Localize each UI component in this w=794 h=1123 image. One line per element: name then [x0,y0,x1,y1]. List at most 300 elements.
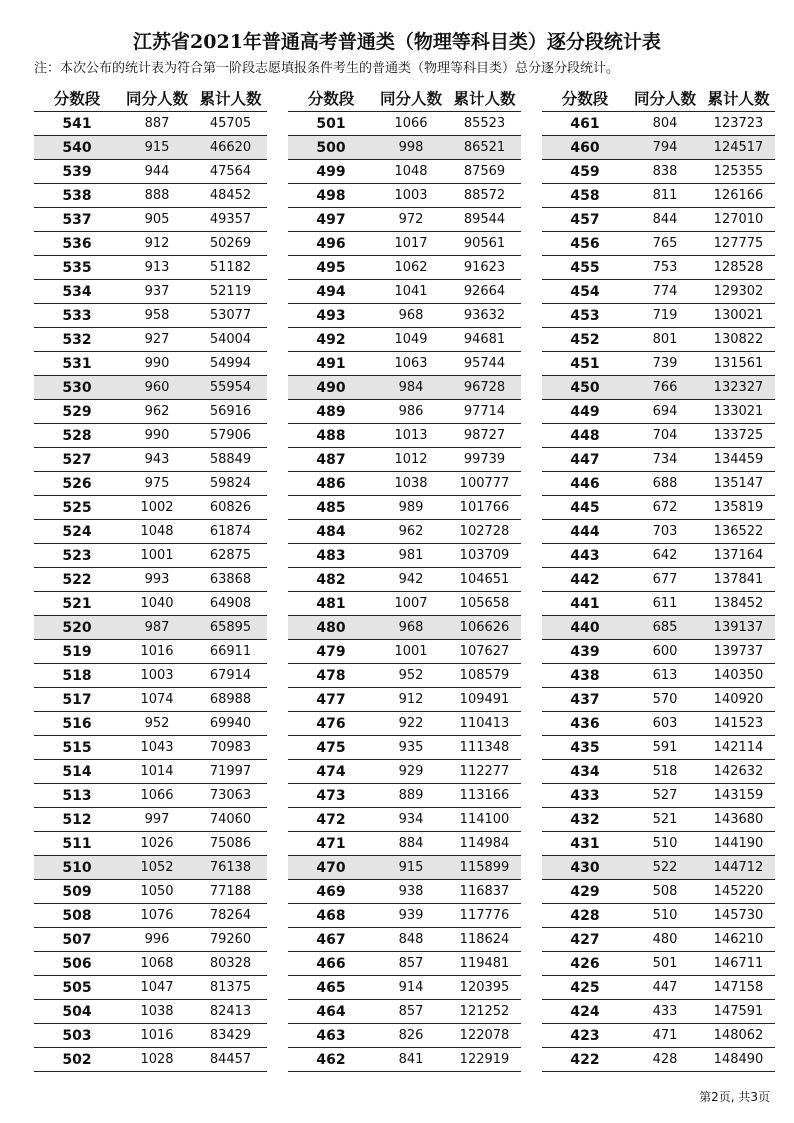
cumulative-cell: 148490 [713,1052,764,1067]
score-cell: 462 [316,1051,346,1068]
score-cell: 522 [62,571,92,588]
same-count-cell: 888 [144,188,170,203]
score-cell: 444 [570,523,600,540]
score-cell: 493 [316,307,346,324]
table-row [288,663,521,687]
same-count-cell: 841 [398,1052,424,1067]
score-cell: 495 [316,259,346,276]
cumulative-cell: 143159 [713,788,764,803]
table-row [34,135,267,159]
table-row [542,447,775,471]
score-cell: 460 [570,139,600,156]
cumulative-cell: 60826 [209,500,252,515]
cumulative-cell: 130822 [713,332,764,347]
cumulative-cell: 79260 [209,932,252,947]
same-count-cell: 990 [144,356,170,371]
table-row [288,159,521,183]
same-count-cell: 600 [652,644,678,659]
table-row [34,783,267,807]
score-cell: 507 [62,931,92,948]
score-cell: 450 [570,379,600,396]
table-row [288,1023,521,1047]
cumulative-cell: 84457 [209,1052,252,1067]
table-row [542,567,775,591]
cumulative-cell: 122919 [459,1052,510,1067]
same-count-cell: 1002 [140,500,174,515]
table-row [34,855,267,879]
cumulative-cell: 100777 [459,476,510,491]
same-count-cell: 1028 [140,1052,174,1067]
cumulative-cell: 54994 [209,356,252,371]
same-count-cell: 677 [652,572,678,587]
table-row [542,183,775,207]
score-cell: 534 [62,283,92,300]
cumulative-cell: 140920 [713,692,764,707]
header-same-count: 同分人数 [125,90,188,108]
score-cell: 510 [62,859,92,876]
score-cell: 481 [316,595,346,612]
same-count-cell: 570 [652,692,678,707]
score-cell: 521 [62,595,92,612]
cumulative-cell: 139137 [713,620,764,635]
cumulative-cell: 119481 [459,956,510,971]
score-cell: 429 [570,883,600,900]
score-cell: 500 [316,139,346,156]
cumulative-cell: 59824 [209,476,252,491]
score-cell: 459 [570,163,600,180]
table-row [542,927,775,951]
cumulative-cell: 58849 [209,452,252,467]
table-note: 注：本次公布的统计表为符合第一阶段志愿填报条件考生的普通类（物理等科目类）总分逐分段统计。 [34,61,620,76]
same-count-cell: 518 [652,764,678,779]
cumulative-cell: 95744 [463,356,506,371]
table-row [34,975,267,999]
table-row [288,1047,521,1071]
cumulative-cell: 133725 [713,428,764,443]
cumulative-cell: 102728 [459,524,510,539]
score-cell: 503 [62,1027,92,1044]
score-cell: 447 [570,451,600,468]
score-cell: 436 [570,715,600,732]
table-row [288,975,521,999]
score-cell: 428 [570,907,600,924]
score-cell: 533 [62,307,92,324]
score-cell: 484 [316,523,346,540]
same-count-cell: 838 [652,164,678,179]
score-cell: 478 [316,667,346,684]
cumulative-cell: 111348 [459,740,510,755]
score-cell: 541 [62,115,92,132]
table-row [288,471,521,495]
cumulative-cell: 141523 [713,716,764,731]
same-count-cell: 801 [652,332,678,347]
table-row [34,639,267,663]
cumulative-cell: 137164 [713,548,764,563]
cumulative-cell: 85523 [463,116,506,131]
same-count-cell: 1074 [140,692,174,707]
cumulative-cell: 138452 [713,596,764,611]
score-cell: 475 [316,739,346,756]
same-count-cell: 935 [398,740,424,755]
same-count-cell: 952 [398,668,424,683]
score-cell: 453 [570,307,600,324]
same-count-cell: 522 [652,860,678,875]
table-row [542,207,775,231]
table-row [542,687,775,711]
table-row [542,663,775,687]
same-count-cell: 1048 [394,164,428,179]
same-count-cell: 887 [144,116,170,131]
cumulative-cell: 142114 [713,740,764,755]
table-row [34,303,267,327]
score-cell: 439 [570,643,600,660]
table-row [542,279,775,303]
same-count-cell: 914 [398,980,424,995]
same-count-cell: 480 [652,932,678,947]
cumulative-cell: 52119 [209,284,252,299]
score-cell: 504 [62,1003,92,1020]
score-cell: 514 [62,763,92,780]
cumulative-cell: 135819 [713,500,764,515]
table-row [542,111,775,135]
same-count-cell: 672 [652,500,678,515]
cumulative-cell: 88572 [463,188,506,203]
table-row [34,207,267,231]
cumulative-cell: 105658 [459,596,510,611]
same-count-cell: 1052 [140,860,174,875]
table-row [542,231,775,255]
same-count-cell: 952 [144,716,170,731]
table-row [34,183,267,207]
same-count-cell: 915 [144,140,170,155]
same-count-cell: 939 [398,908,424,923]
same-count-cell: 591 [652,740,678,755]
same-count-cell: 1048 [140,524,174,539]
table-row [288,903,521,927]
same-count-cell: 704 [652,428,678,443]
score-table-column-1 [34,85,267,1072]
same-count-cell: 1016 [140,644,174,659]
table-row [34,111,267,135]
table-row [34,471,267,495]
same-count-cell: 642 [652,548,678,563]
cumulative-cell: 63868 [209,572,252,587]
score-cell: 431 [570,835,600,852]
score-cell: 463 [316,1027,346,1044]
score-cell: 540 [62,139,92,156]
table-row [542,471,775,495]
score-cell: 473 [316,787,346,804]
score-cell: 474 [316,763,346,780]
table-row [34,567,267,591]
table-row [34,399,267,423]
table-row [34,159,267,183]
table-row [542,759,775,783]
score-cell: 527 [62,451,92,468]
cumulative-cell: 120395 [459,980,510,995]
same-count-cell: 766 [652,380,678,395]
table-row [34,423,267,447]
score-cell: 492 [316,331,346,348]
cumulative-cell: 108579 [459,668,510,683]
same-count-cell: 1001 [394,644,428,659]
same-count-cell: 1040 [140,596,174,611]
cumulative-cell: 47564 [209,164,252,179]
cumulative-cell: 114984 [459,836,510,851]
same-count-cell: 912 [144,236,170,251]
cumulative-cell: 127010 [713,212,764,227]
cumulative-cell: 92664 [463,284,506,299]
header-score: 分数段 [307,90,355,108]
score-cell: 531 [62,355,92,372]
table-row [288,351,521,375]
same-count-cell: 848 [398,932,424,947]
score-cell: 537 [62,211,92,228]
same-count-cell: 884 [398,836,424,851]
score-cell: 434 [570,763,600,780]
table-row [34,759,267,783]
same-count-cell: 1007 [394,596,428,611]
same-count-cell: 765 [652,236,678,251]
same-count-cell: 739 [652,356,678,371]
table-row [34,279,267,303]
table-row [288,519,521,543]
same-count-cell: 1038 [140,1004,174,1019]
same-count-cell: 929 [398,764,424,779]
cumulative-cell: 71997 [209,764,252,779]
cumulative-cell: 73063 [209,788,252,803]
table-row [288,831,521,855]
cumulative-cell: 97714 [463,404,506,419]
header-score: 分数段 [53,90,101,108]
table-row [288,423,521,447]
score-cell: 471 [316,835,346,852]
score-cell: 505 [62,979,92,996]
table-row [542,975,775,999]
score-cell: 433 [570,787,600,804]
same-count-cell: 1068 [140,956,174,971]
score-cell: 489 [316,403,346,420]
same-count-cell: 1066 [394,116,428,131]
cumulative-cell: 74060 [209,812,252,827]
cumulative-cell: 137841 [713,572,764,587]
score-cell: 515 [62,739,92,756]
same-count-cell: 510 [652,908,678,923]
table-header [288,85,521,111]
table-row [34,711,267,735]
header-same-count: 同分人数 [379,90,442,108]
table-row [288,567,521,591]
table-row [288,111,521,135]
same-count-cell: 510 [652,836,678,851]
same-count-cell: 927 [144,332,170,347]
cumulative-cell: 109491 [459,692,510,707]
same-count-cell: 996 [144,932,170,947]
cumulative-cell: 146210 [713,932,764,947]
table-row [34,927,267,951]
score-cell: 518 [62,667,92,684]
table-row [288,399,521,423]
cumulative-cell: 116837 [459,884,510,899]
score-cell: 532 [62,331,92,348]
cumulative-cell: 146711 [713,956,764,971]
score-cell: 480 [316,619,346,636]
table-row [34,663,267,687]
same-count-cell: 968 [398,308,424,323]
table-row [34,1023,267,1047]
score-table-column-3 [542,85,775,1072]
cumulative-cell: 61874 [209,524,252,539]
cumulative-cell: 144712 [713,860,764,875]
cumulative-cell: 94681 [463,332,506,347]
cumulative-cell: 86521 [463,140,506,155]
same-count-cell: 1066 [140,788,174,803]
page-number: 第2页, 共3页 [699,1090,770,1104]
score-cell: 466 [316,955,346,972]
table-row [542,639,775,663]
cumulative-cell: 117776 [459,908,510,923]
table-row [542,495,775,519]
cumulative-cell: 55954 [209,380,252,395]
score-cell: 476 [316,715,346,732]
table-row [34,903,267,927]
same-count-cell: 1043 [140,740,174,755]
same-count-cell: 1038 [394,476,428,491]
same-count-cell: 774 [652,284,678,299]
cumulative-cell: 107627 [459,644,510,659]
score-cell: 422 [570,1051,600,1068]
table-row [34,735,267,759]
table-row [288,807,521,831]
same-count-cell: 960 [144,380,170,395]
score-cell: 467 [316,931,346,948]
table-row [34,447,267,471]
score-cell: 490 [316,379,346,396]
cumulative-cell: 57906 [209,428,252,443]
score-cell: 461 [570,115,600,132]
table-row [542,783,775,807]
cumulative-cell: 46620 [209,140,252,155]
same-count-cell: 889 [398,788,424,803]
cumulative-cell: 136522 [713,524,764,539]
same-count-cell: 990 [144,428,170,443]
same-count-cell: 915 [398,860,424,875]
score-cell: 502 [62,1051,92,1068]
same-count-cell: 1012 [394,452,428,467]
same-count-cell: 1001 [140,548,174,563]
table-row [542,519,775,543]
same-count-cell: 981 [398,548,424,563]
table-header [34,85,267,111]
same-count-cell: 1041 [394,284,428,299]
score-cell: 456 [570,235,600,252]
score-cell: 528 [62,427,92,444]
same-count-cell: 1003 [140,668,174,683]
same-count-cell: 913 [144,260,170,275]
score-cell: 488 [316,427,346,444]
score-cell: 523 [62,547,92,564]
cumulative-cell: 82413 [209,1004,252,1019]
table-row [542,351,775,375]
cumulative-cell: 112277 [459,764,510,779]
table-row [34,591,267,615]
score-cell: 525 [62,499,92,516]
same-count-cell: 937 [144,284,170,299]
same-count-cell: 447 [652,980,678,995]
table-row [288,639,521,663]
same-count-cell: 943 [144,452,170,467]
same-count-cell: 811 [652,188,678,203]
table-row [542,879,775,903]
score-cell: 511 [62,835,92,852]
cumulative-cell: 127775 [713,236,764,251]
same-count-cell: 804 [652,116,678,131]
cumulative-cell: 75086 [209,836,252,851]
score-cell: 508 [62,907,92,924]
table-row [34,999,267,1023]
page-title: 江苏省2021年普通高考普通类（物理等科目类）逐分段统计表 [133,31,661,53]
table-row [34,543,267,567]
score-cell: 469 [316,883,346,900]
table-row [542,831,775,855]
score-cell: 430 [570,859,600,876]
table-row [34,879,267,903]
same-count-cell: 958 [144,308,170,323]
score-cell: 487 [316,451,346,468]
table-header [542,85,775,111]
cumulative-cell: 89544 [463,212,506,227]
table-row [288,303,521,327]
score-cell: 452 [570,331,600,348]
cumulative-cell: 106626 [459,620,510,635]
cumulative-cell: 64908 [209,596,252,611]
table-row [542,399,775,423]
score-cell: 538 [62,187,92,204]
table-row [34,807,267,831]
score-cell: 496 [316,235,346,252]
score-cell: 536 [62,235,92,252]
table-row [288,543,521,567]
score-cell: 513 [62,787,92,804]
table-row [34,231,267,255]
same-count-cell: 613 [652,668,678,683]
same-count-cell: 912 [398,692,424,707]
score-cell: 465 [316,979,346,996]
cumulative-cell: 76138 [209,860,252,875]
score-cell: 491 [316,355,346,372]
table-row [288,591,521,615]
same-count-cell: 962 [398,524,424,539]
cumulative-cell: 98727 [463,428,506,443]
header-same-count: 同分人数 [633,90,696,108]
cumulative-cell: 128528 [713,260,764,275]
table-row [34,495,267,519]
score-cell: 426 [570,955,600,972]
same-count-cell: 826 [398,1028,424,1043]
same-count-cell: 962 [144,404,170,419]
same-count-cell: 972 [398,212,424,227]
table-row [288,135,521,159]
score-cell: 448 [570,427,600,444]
cumulative-cell: 147158 [713,980,764,995]
same-count-cell: 428 [652,1052,678,1067]
score-cell: 441 [570,595,600,612]
cumulative-cell: 67914 [209,668,252,683]
cumulative-cell: 140350 [713,668,764,683]
cumulative-cell: 121252 [459,1004,510,1019]
cumulative-cell: 131561 [713,356,764,371]
header-score: 分数段 [561,90,609,108]
